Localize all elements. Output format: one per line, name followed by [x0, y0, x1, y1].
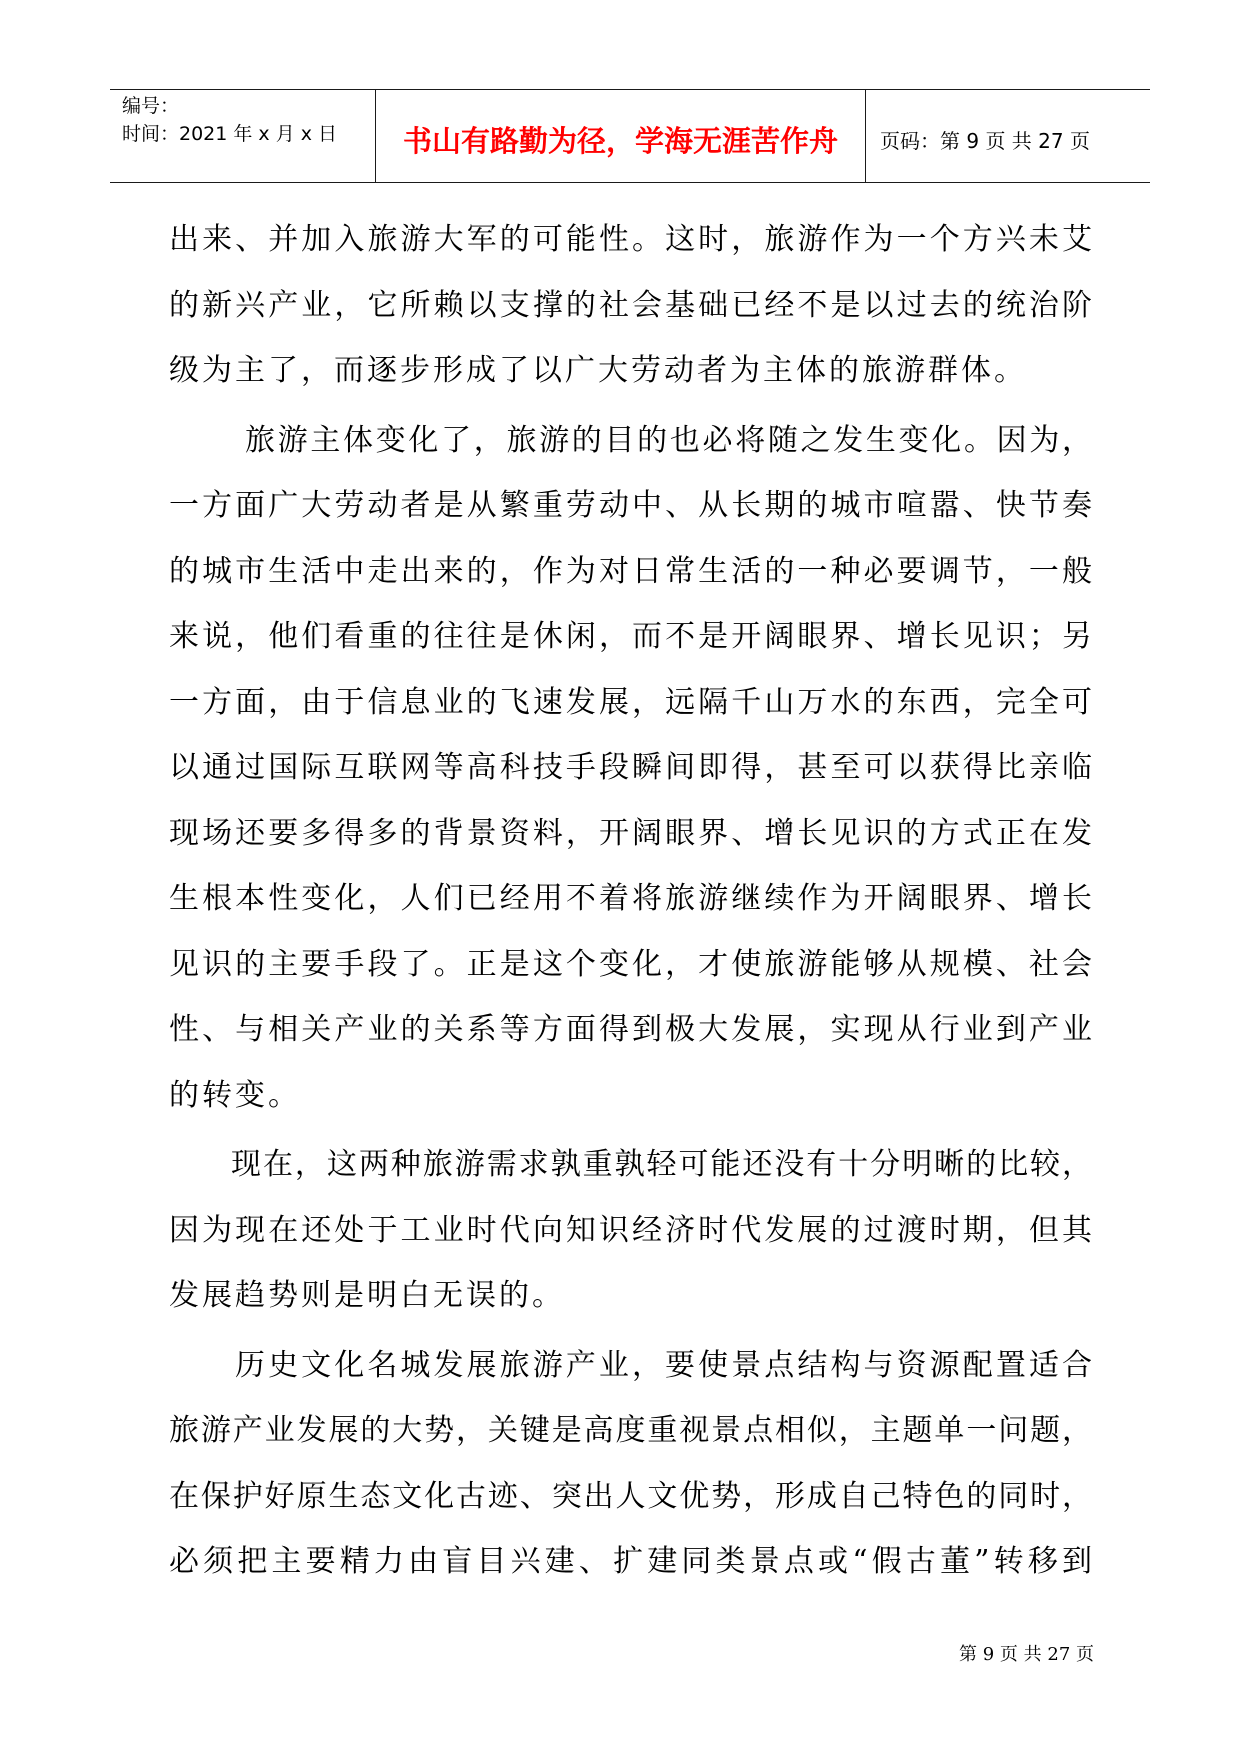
page-header-table: [110, 89, 1150, 183]
text-line: 必须把主要精力由盲目兴建、扩建同类景点或“假古董”转移到: [169, 1544, 1092, 1579]
paragraph: [169, 1333, 1092, 1595]
text-line: 旅游主体变化了，旅游的目的也必将随之发生变化。因为，: [245, 422, 1092, 458]
text-line: 现在，这两种旅游需求孰重孰轻可能还没有十分明晰的比较，: [231, 1147, 1092, 1182]
document-date: 时间：2021 年 x 月 x 日: [122, 123, 338, 145]
text-line: 在保护好原生态文化古迹、突出人文优势，形成自己特色的同时，: [169, 1478, 1092, 1514]
text-line: 一方面，由于信息业的飞速发展，远隔千山万水的东西，完全可: [169, 684, 1092, 720]
body-text: [169, 207, 1092, 1595]
paragraph: [169, 1132, 1092, 1329]
header-page-number: 页码：第 9 页 共 27 页: [880, 128, 1090, 153]
header-meta-cell: [110, 90, 376, 182]
text-line: 级为主了，而逐步形成了以广大劳动者为主体的旅游群体。: [169, 353, 1027, 388]
text-line: 现场还要多得多的背景资料，开阔眼界、增长见识的方式正在发: [169, 815, 1092, 851]
document-number-label: 编号：: [122, 95, 180, 117]
header-motto-cell: [376, 90, 866, 182]
text-line: 发展趋势则是明白无误的。: [169, 1278, 565, 1313]
text-line: 一方面广大劳动者是从繁重劳动中、从长期的城市喧嚣、快节奏: [169, 488, 1092, 523]
paragraph: [169, 408, 1092, 1129]
text-line: 的转变。: [169, 1077, 301, 1113]
text-line: 的城市生活中走出来的，作为对日常生活的一种必要调节，一般: [169, 553, 1092, 589]
text-line: 旅游产业发展的大势，关键是高度重视景点相似，主题单一问题，: [169, 1413, 1092, 1448]
text-line: 出来、并加入旅游大军的可能性。这时，旅游作为一个方兴未艾: [169, 222, 1092, 257]
text-line: 以通过国际互联网等高科技手段瞬间即得，甚至可以获得比亲临: [169, 750, 1092, 785]
paragraph: [169, 207, 1092, 404]
text-line: 见识的主要手段了。正是这个变化，才使旅游能够从规模、社会: [169, 946, 1092, 982]
header-page-cell: [866, 90, 1150, 182]
header-motto: 书山有路勤为径，学海无涯苦作舟: [402, 123, 838, 158]
page-footer-number: 第 9 页 共 27 页: [959, 1644, 1094, 1665]
text-line: 的新兴产业，它所赖以支撑的社会基础已经不是以过去的统治阶: [169, 287, 1092, 323]
text-line: 生根本性变化，人们已经用不着将旅游继续作为开阔眼界、增长: [169, 881, 1092, 916]
text-line: 因为现在还处于工业时代向知识经济时代发展的过渡时期，但其: [169, 1212, 1092, 1248]
text-line: 历史文化名城发展旅游产业，要使景点结构与资源配置适合: [235, 1347, 1092, 1383]
text-line: 性、与相关产业的关系等方面得到极大发展，实现从行业到产业: [169, 1012, 1092, 1047]
text-line: 来说，他们看重的往往是休闲，而不是开阔眼界、增长见识；另: [169, 619, 1092, 654]
